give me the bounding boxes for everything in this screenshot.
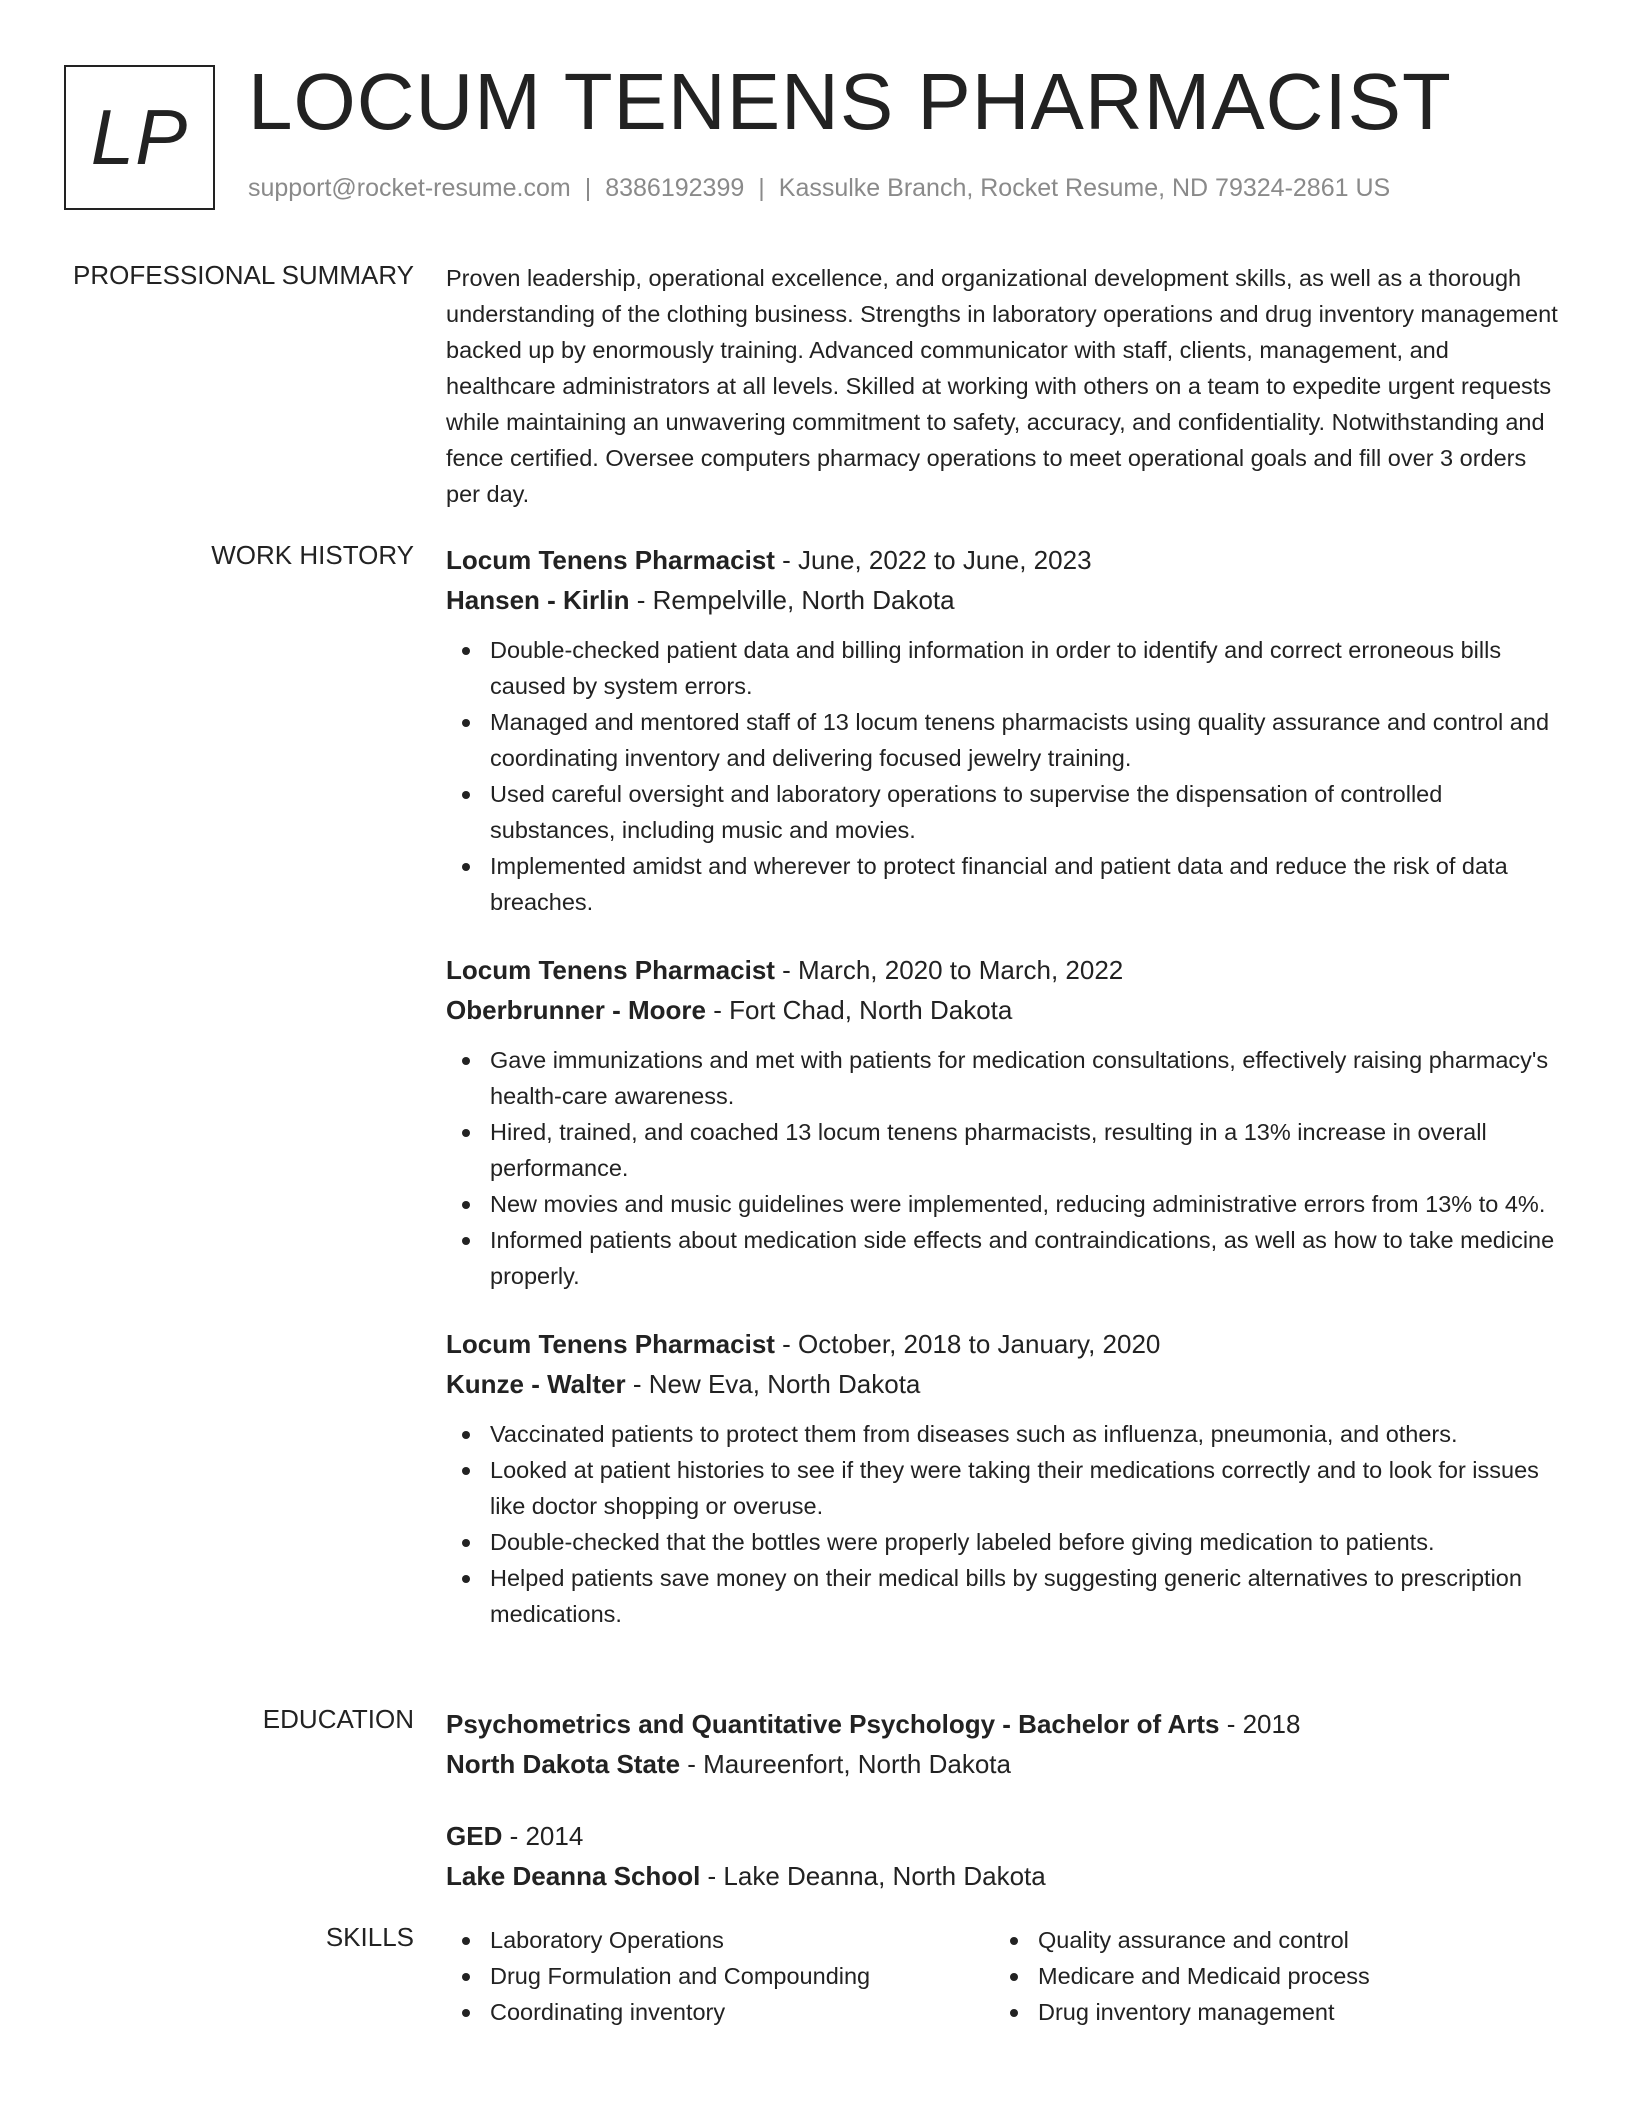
job-location: - New Eva, North Dakota xyxy=(625,1369,921,1399)
resume-title: LOCUM TENENS PHARMACIST xyxy=(248,57,1452,146)
job-location: - Fort Chad, North Dakota xyxy=(706,995,1013,1025)
job-title: Locum Tenens Pharmacist xyxy=(446,1329,775,1359)
job-bullet: Used careful oversight and laboratory operations to supervise the dispensation of controlled substances, including music and movies. xyxy=(446,776,1558,848)
job-bullets xyxy=(446,1042,1558,1294)
education-entry xyxy=(446,1704,1558,1784)
skills-column-right xyxy=(994,1922,1542,2030)
education-school: North Dakota State xyxy=(446,1749,681,1779)
skill-item: Coordinating inventory xyxy=(446,1994,994,2030)
job-dates: - June, 2022 to June, 2023 xyxy=(774,545,1092,575)
summary-text: Proven leadership, operational excellence, and organizational development skills, as well as a thorough understanding of the clothing business. Strengths in laboratory operations and drug inventory management backed up by enormously training. Advanced communicator with staff, clients, management, and healthcare administrators at all levels. Skilled at working with others on a team to expedite urgent requests while maintaining an unwavering commitment to safety, accuracy, and confidentiality. Notwithstanding and fence certified. Oversee computers pharmacy operations to meet operational goals and fill over 3 orders per day. xyxy=(446,265,1558,507)
job-company-line xyxy=(446,1364,1558,1404)
job-title: Locum Tenens Pharmacist xyxy=(446,955,775,985)
education-degree: GED xyxy=(446,1821,503,1851)
job-bullet: Vaccinated patients to protect them from diseases such as influenza, pneumonia, and others. xyxy=(446,1416,1558,1452)
education-school-line xyxy=(446,1744,1558,1784)
job-company: Kunze - Walter xyxy=(446,1369,626,1399)
job-title-line xyxy=(446,1324,1558,1364)
education-location: - Lake Deanna, North Dakota xyxy=(700,1861,1046,1891)
skill-item: Drug inventory management xyxy=(994,1994,1542,2030)
job-bullets xyxy=(446,632,1558,920)
job-company: Oberbrunner - Moore xyxy=(446,995,707,1025)
education-location: - Maureenfort, North Dakota xyxy=(680,1749,1011,1779)
contact-address: Kassulke Branch, Rocket Resume, ND 79324-2861 US xyxy=(778,174,1391,202)
job-location: - Rempelville, North Dakota xyxy=(629,585,955,615)
education-school-line xyxy=(446,1856,1558,1896)
job-bullet: Looked at patient histories to see if they were taking their medications correctly and to look for issues like doctor shopping or overuse. xyxy=(446,1452,1558,1524)
contact-line xyxy=(248,174,1390,203)
job-bullet: Double-checked patient data and billing information in order to identify and correct erroneous bills caused by system errors. xyxy=(446,632,1558,704)
skills-column-left xyxy=(446,1922,994,2030)
education-year: - 2018 xyxy=(1219,1709,1301,1739)
job-title-line xyxy=(446,950,1558,990)
skill-item: Medicare and Medicaid process xyxy=(994,1958,1542,1994)
job-bullet: Double-checked that the bottles were properly labeled before giving medication to patients. xyxy=(446,1524,1558,1560)
education-degree-line xyxy=(446,1816,1558,1856)
contact-separator: | xyxy=(584,174,592,202)
job-dates: - March, 2020 to March, 2022 xyxy=(774,955,1124,985)
education-entry xyxy=(446,1816,1558,1896)
work-history-label: WORK HISTORY xyxy=(211,540,414,570)
job-bullet: Informed patients about medication side effects and contraindications, as well as how to take medicine properly. xyxy=(446,1222,1558,1294)
job-company-line xyxy=(446,990,1558,1030)
skills-grid xyxy=(446,1922,1558,2030)
education-degree: Psychometrics and Quantitative Psychology - Bachelor of Arts xyxy=(446,1709,1220,1739)
job-company: Hansen - Kirlin xyxy=(446,585,630,615)
summary-label: PROFESSIONAL SUMMARY xyxy=(73,260,414,290)
job-bullet: Helped patients save money on their medical bills by suggesting generic alternatives to prescription medications. xyxy=(446,1560,1558,1632)
skills-label: SKILLS xyxy=(325,1922,414,1952)
education-school: Lake Deanna School xyxy=(446,1861,701,1891)
job-bullet: Managed and mentored staff of 13 locum tenens pharmacists using quality assurance and control and coordinating inventory and delivering focused jewelry training. xyxy=(446,704,1558,776)
skill-item: Drug Formulation and Compounding xyxy=(446,1958,994,1994)
job-title: Locum Tenens Pharmacist xyxy=(446,545,775,575)
job-entry xyxy=(446,950,1558,1294)
skill-item: Laboratory Operations xyxy=(446,1922,994,1958)
education-degree-line xyxy=(446,1704,1558,1744)
contact-phone[interactable]: 8386192399 xyxy=(605,174,745,202)
monogram-initials: LP xyxy=(90,93,189,181)
education-year: - 2014 xyxy=(502,1821,584,1851)
job-entry xyxy=(446,1324,1558,1632)
job-dates: - October, 2018 to January, 2020 xyxy=(774,1329,1161,1359)
job-bullets xyxy=(446,1416,1558,1632)
education-label: EDUCATION xyxy=(262,1704,414,1734)
contact-email[interactable]: support@rocket-resume.com xyxy=(248,174,571,202)
monogram-box xyxy=(64,65,215,210)
job-title-line xyxy=(446,540,1558,580)
job-bullet: Implemented amidst and wherever to protect financial and patient data and reduce the risk of data breaches. xyxy=(446,848,1558,920)
contact-separator: | xyxy=(758,174,765,202)
job-company-line xyxy=(446,580,1558,620)
skill-item: Quality assurance and control xyxy=(994,1922,1542,1958)
job-bullet: Hired, trained, and coached 13 locum tenens pharmacists, resulting in a 13% increase in overall performance. xyxy=(446,1114,1558,1186)
job-bullet: Gave immunizations and met with patients for medication consultations, effectively raising pharmacy's health-care awareness. xyxy=(446,1042,1558,1114)
job-entry xyxy=(446,540,1558,920)
job-bullet: New movies and music guidelines were implemented, reducing administrative errors from 13% to 4%. xyxy=(446,1186,1558,1222)
